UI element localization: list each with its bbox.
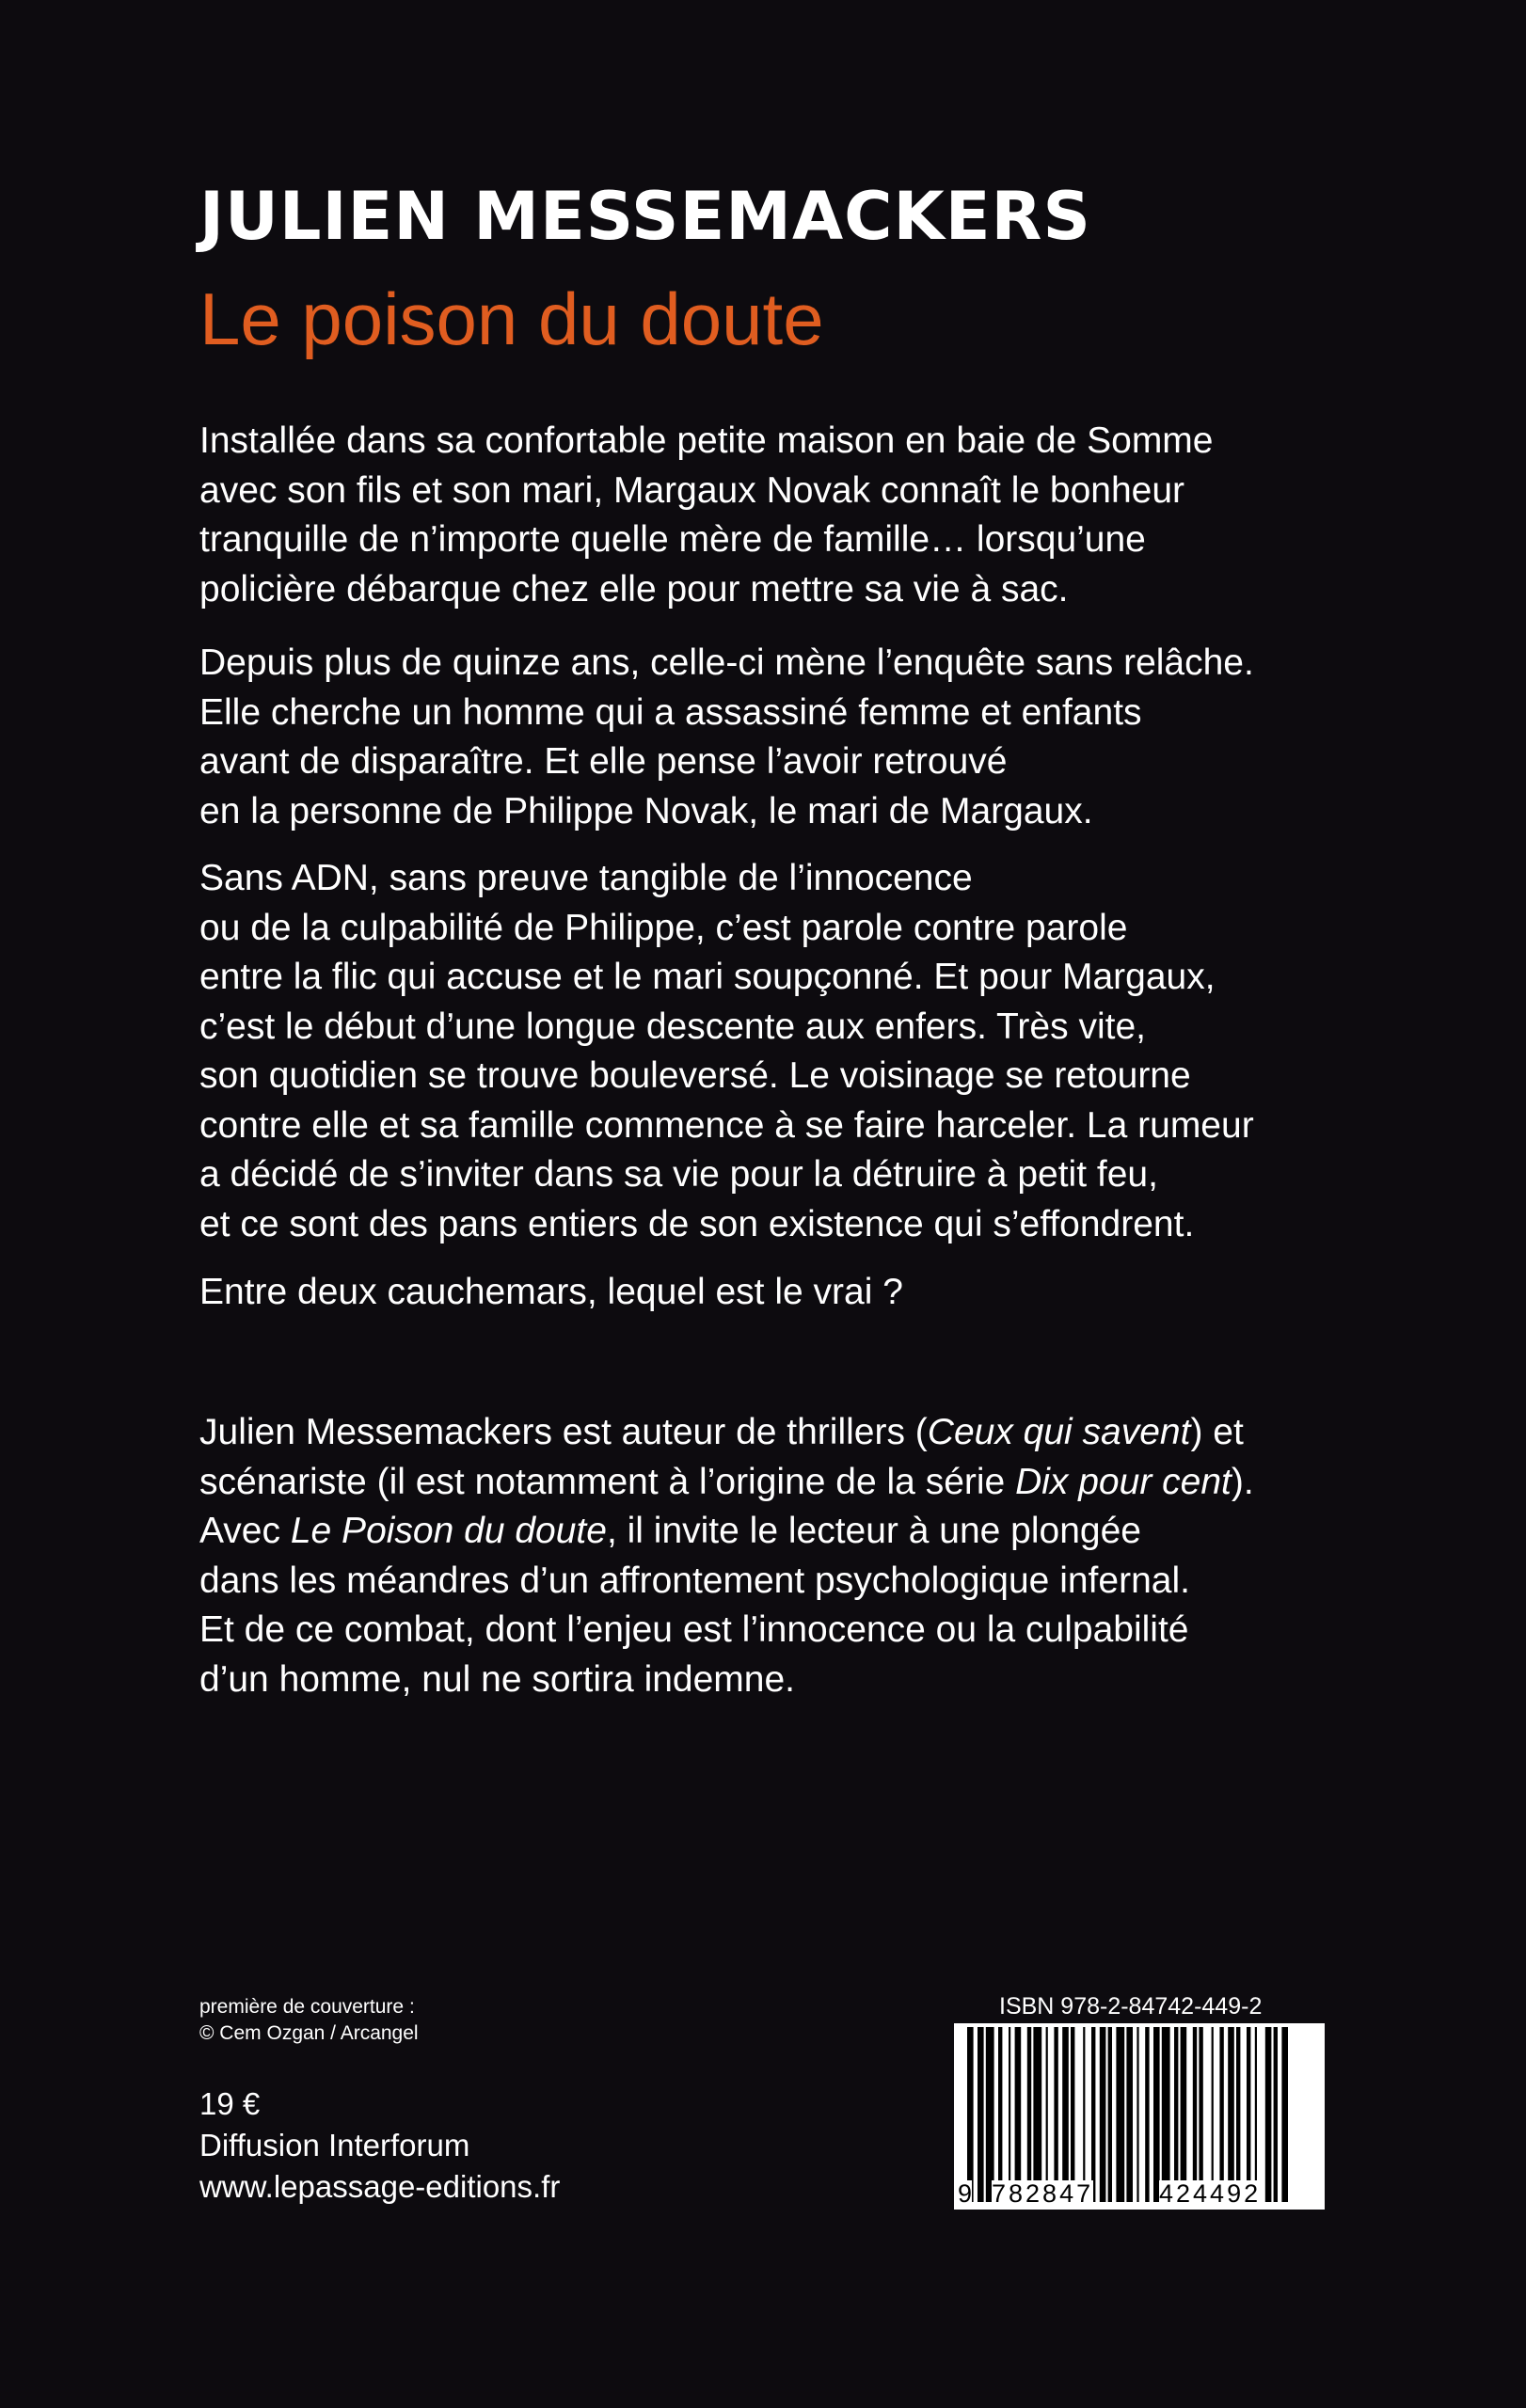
barcode-digits-right: 424492: [1159, 2179, 1262, 2208]
barcode-bar: [1126, 2027, 1133, 2202]
barcode-bar: [986, 2027, 994, 2202]
synopsis-line: et ce sont des pans entiers de son existence qui s’effondrent.: [199, 1203, 1195, 1244]
bio-book-title: Ceux qui savent: [927, 1412, 1191, 1452]
synopsis-line: son quotidien se trouve bouleversé. Le voisinage se retourne: [199, 1055, 1191, 1096]
synopsis-line: Entre deux cauchemars, lequel est le vrai ?: [199, 1272, 903, 1312]
barcode-bar: [1108, 2027, 1112, 2202]
bio-text: Avec: [199, 1511, 291, 1551]
barcode-bar: [1219, 2027, 1223, 2202]
synopsis-paragraph-1: [199, 417, 1423, 614]
bio-line: [199, 1458, 1423, 1508]
bio-book-title: Le Poison du doute: [290, 1511, 607, 1551]
synopsis-line: contre elle et sa famille commence à se faire harceler. La rumeur: [199, 1104, 1254, 1146]
bio-series-title: Dix pour cent: [1015, 1461, 1232, 1502]
barcode-bar: [1027, 2027, 1031, 2202]
barcode-bar: [1247, 2027, 1250, 2202]
bio-line: Et de ce combat, dont l’enjeu est l’innocence ou la culpabilité: [199, 1609, 1189, 1650]
author-bio: [199, 1408, 1423, 1704]
cover-credit: [199, 1994, 419, 2047]
barcode-bar: [1281, 2027, 1288, 2202]
barcode-bar: [1153, 2027, 1160, 2202]
barcode-bar: [1046, 2027, 1048, 2202]
author-name: JULIEN MESSEMACKERS: [199, 178, 1091, 255]
barcode-bar: [1265, 2027, 1272, 2202]
barcode-bar: [1062, 2027, 1069, 2202]
barcode-bar: [1054, 2027, 1057, 2202]
bio-text: , il invite le lecteur à une plongée: [606, 1511, 1141, 1551]
barcode-bar: [1033, 2027, 1041, 2202]
barcode-bar: [1162, 2027, 1170, 2202]
bio-line: d’un homme, nul ne sortira indemne.: [199, 1658, 796, 1700]
barcode-bar: [1137, 2027, 1138, 2202]
synopsis-line: c’est le début d’une longue descente aux enfers. Très vite,: [199, 1006, 1146, 1047]
publisher-info: [199, 2083, 560, 2208]
barcode-bar: [1181, 2027, 1187, 2202]
barcode-digit-first: 9: [958, 2179, 973, 2208]
isbn: ISBN 978-2-84742-449-2: [999, 1993, 1263, 2020]
barcode-bar: [1083, 2027, 1085, 2202]
publisher-website: www.lepassage-editions.fr: [199, 2169, 561, 2204]
synopsis-line: Depuis plus de quinze ans, celle-ci mène l’enquête sans relâche.: [199, 642, 1254, 683]
synopsis-line: a décidé de s’inviter dans sa vie pour la détruire à petit feu,: [199, 1154, 1158, 1195]
barcode-bar: [1255, 2027, 1257, 2202]
barcode-digits-left: 782847: [992, 2179, 1094, 2208]
synopsis-paragraph-4: [199, 1268, 1423, 1318]
price: 19 €: [199, 2086, 261, 2121]
synopsis-line: avant de disparaître. Et elle pense l’avoir retrouvé: [199, 741, 1008, 782]
bio-line: dans les méandres d’un affrontement psychologique infernal.: [199, 1560, 1190, 1601]
barcode-bar: [1091, 2027, 1095, 2202]
barcode-bar: [967, 2027, 974, 2202]
synopsis-line: en la personne de Philippe Novak, le mari de Margaux.: [199, 790, 1093, 832]
barcode-bar: [1015, 2027, 1022, 2202]
barcode-bar: [1116, 2027, 1124, 2202]
synopsis-line: Elle cherche un homme qui a assassiné femme et enfants: [199, 691, 1142, 733]
barcode-bar: [998, 2027, 1002, 2202]
barcode-bar: [1212, 2027, 1214, 2202]
bio-text: ).: [1231, 1461, 1254, 1502]
bio-line: [199, 1507, 1423, 1557]
book-title: Le poison du doute: [199, 277, 824, 360]
barcode-bar: [1199, 2027, 1202, 2202]
synopsis-line: Installée dans sa confortable petite maison en baie de Somme: [199, 420, 1214, 461]
distributor: Diffusion Interforum: [199, 2128, 470, 2162]
synopsis-line: Sans ADN, sans preuve tangible de l’innocence: [199, 858, 973, 898]
synopsis-line: policière débarque chez elle pour mettre sa vie à sac.: [199, 568, 1069, 610]
bio-text: scénariste (il est notamment à l’origine de la série: [199, 1461, 1016, 1502]
barcode-bar: [1174, 2027, 1178, 2202]
bio-text: Julien Messemackers est auteur de thrillers (: [199, 1412, 928, 1452]
cover-credit-photographer: © Cem Ozgan / Arcangel: [199, 2022, 419, 2044]
barcode-bar: [1100, 2027, 1106, 2202]
cover-credit-label: première de couverture :: [199, 1996, 415, 2018]
synopsis-paragraph-2: [199, 639, 1423, 836]
barcode-bar: [1274, 2027, 1278, 2202]
barcode-bar: [1193, 2027, 1197, 2202]
synopsis-line: avec son fils et son mari, Margaux Novak connaît le bonheur: [199, 469, 1185, 511]
barcode-bar: [1071, 2027, 1074, 2202]
synopsis-line: entre la flic qui accuse et le mari soupçonné. Et pour Margaux,: [199, 957, 1216, 997]
synopsis-line: ou de la culpabilité de Philippe, c’est parole contre parole: [199, 907, 1128, 948]
barcode-bar: [1009, 2027, 1010, 2202]
barcode: [954, 2023, 1325, 2210]
barcode-bar: [1236, 2027, 1240, 2202]
barcode-bar: [978, 2027, 984, 2202]
synopsis-line: tranquille de n’importe quelle mère de famille… lorsqu’une: [199, 519, 1146, 560]
bio-text: ) et: [1190, 1412, 1244, 1452]
bio-line: [199, 1408, 1423, 1458]
synopsis-paragraph-3: [199, 854, 1423, 1249]
barcode-bar: [1228, 2027, 1234, 2202]
barcode-bar: [1145, 2027, 1149, 2202]
